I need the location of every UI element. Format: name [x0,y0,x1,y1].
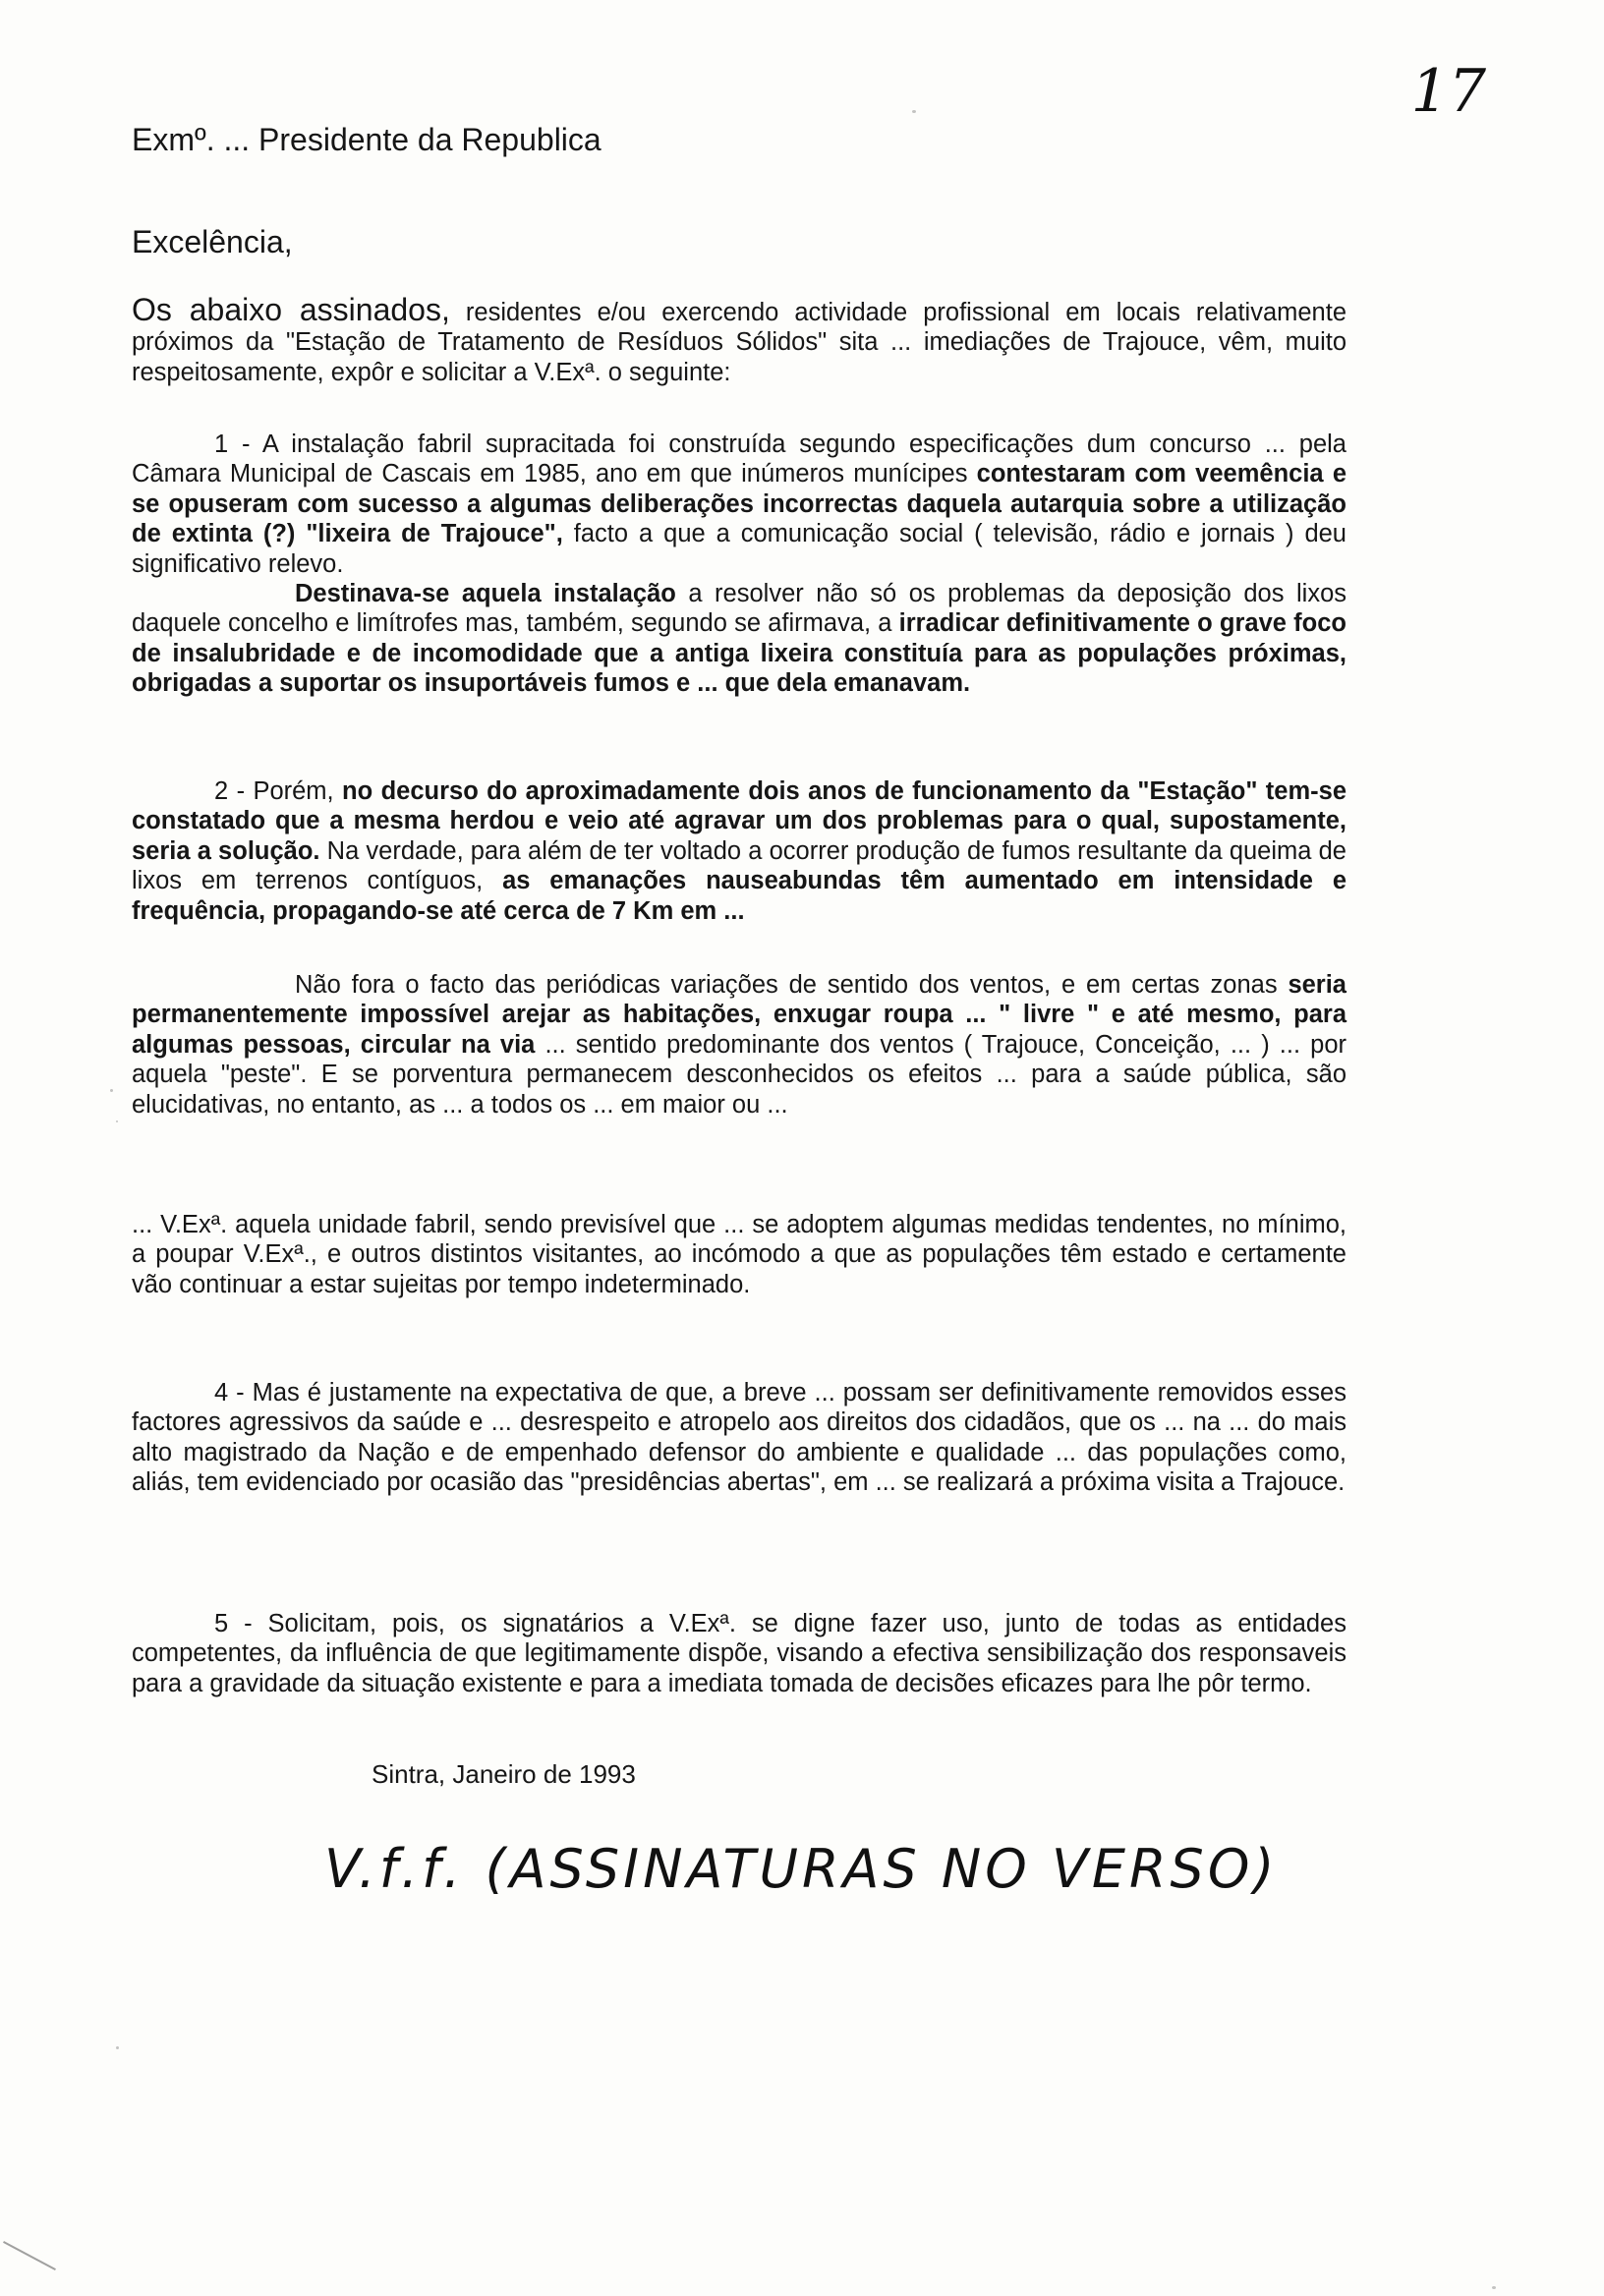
p2b-text-c: ... sentido predominante dos ventos ( Trajouce, Conceição, ... ) ... por aquela "peste". E se porventura permanecem desconhecidos os efeitos ... para a saúde pública, são elucidativas, no entanto, as ... a todos os ... em maior ou ... [132,1030,1346,1119]
intro-lead: Os abaixo assinados, [132,292,450,327]
paragraph-2b [132,970,1346,1119]
p1b-text-a-bold: Destinava-se aquela instalação [295,580,676,607]
paragraph-2 [132,776,1346,926]
intro-text: residentes e/ou exercendo actividade profissional em locais relativamente próximos da "Estação de Tratamento de Resíduos Sólidos" sita ... imediações de Trajouce, vêm, muito respeitosamente, expôr e solicitar a V.Exª. o seguinte: [132,299,1347,386]
salutation: Exmº. ... Presidente da Republica [132,122,602,157]
intro-paragraph [132,292,1347,387]
scan-speck [912,110,916,113]
p5-text: 5 - Solicitam, pois, os signatários a V.Exª. se digne fazer uso, junto de todas as entidades competentes, da influência de que legitimamente dispõe, visando a efectiva sensibilização dos responsaveis para a gravidade da situação existente e para a imediata tomada de decisões eficazes para lhe pôr termo. [132,1610,1346,1697]
p1-text-c: facto a que a comunicação social ( televisão, rádio e jornais ) deu significativo relevo. [132,520,1346,578]
scan-speck [110,1089,113,1092]
p3-text: ... V.Exª. aquela unidade fabril, sendo previsível que ... se adoptem algumas medidas tendentes, no mínimo, a poupar V.Exª., e outros distintos visitantes, ao incómodo a que as populações têm estado e certamente vão continuar a estar sujeitas por tempo indeterminado. [132,1211,1346,1298]
scan-speck [116,1120,118,1122]
paragraph-4 [132,1378,1346,1498]
paragraph-1 [132,430,1346,579]
scan-edge-mark [3,2241,56,2270]
p1b-text-b: a resolver não só os problemas da deposição dos lixos daquele concelho e limítrofes mas, também, segundo se afirmava, a [132,580,1347,638]
scan-speck [116,2046,119,2049]
p1-text-b-bold: contestaram com veemência e se opuseram com sucesso a algumas deliberações incorrectas daquela autarquia sobre a utilização de extinta (?) "lixeira de Trajouce", [132,460,1346,548]
paragraph-3 [132,1210,1346,1299]
p2-text-b-bold: no decurso do aproximadamente dois anos de funcionamento da "Estação" tem-se constatado que a mesma herdou e veio até agravar um dos problemas para o qual, supostamente, seria a solução. [132,777,1347,865]
p2-text-d-bold: as emanações nauseabundas têm aumentado em intensidade e frequência, propagando-se até cerca de 7 Km em ... [132,867,1346,925]
p1b-text-c-bold: irradicar definitivamente o grave foco de insalubridade e de incomodidade que a antiga lixeira constituía para as populações próximas, obrigadas a suportar os insuportáveis fumos e ... que dela emanavam. [132,609,1346,698]
p2-text-a: 2 - Porém, [214,777,343,805]
p2-text-c: Na verdade, para além de ter voltado a ocorrer produção de fumos resultante da queima de lixos em terrenos contíguos, [132,836,1346,895]
paragraph-5 [132,1609,1346,1698]
place-and-date: Sintra, Janeiro de 1993 [372,1759,636,1789]
handwritten-note: V.f.f. (ASSINATURAS NO VERSO) [324,1838,1279,1900]
greeting: Excelência, [132,224,293,259]
p2b-text-a: Não fora o facto das periódicas variações de sentido dos ventos, e em certas zonas [295,971,1289,999]
p2b-text-b-bold: seria permanentemente impossível arejar as habitações, enxugar roupa ... " livre " e até mesmo, para algumas pessoas, circular na via [132,971,1346,1059]
p1-text-a: 1 - A instalação fabril supracitada foi construída segundo especificações dum concurso ... pela Câmara Municipal de Cascais em 1985, ano em que inúmeros munícipes [132,430,1346,488]
p4-text: 4 - Mas é justamente na expectativa de que, a breve ... possam ser definitivamente removidos esses factores agressivos da saúde e ... desrespeito e atropelo aos direitos dos cidadãos, que os ... na ... do mais alto magistrado da Nação e de empenhado defensor do ambiente e qualidade ... das populações como, aliás, tem evidenciado por ocasião das "presidências abertas", em ... se realizará a próxima visita a Trajouce. [132,1379,1346,1497]
scan-speck [1492,2286,1496,2289]
paragraph-1b [132,579,1346,699]
handwritten-page-number: 17 [1410,57,1486,126]
